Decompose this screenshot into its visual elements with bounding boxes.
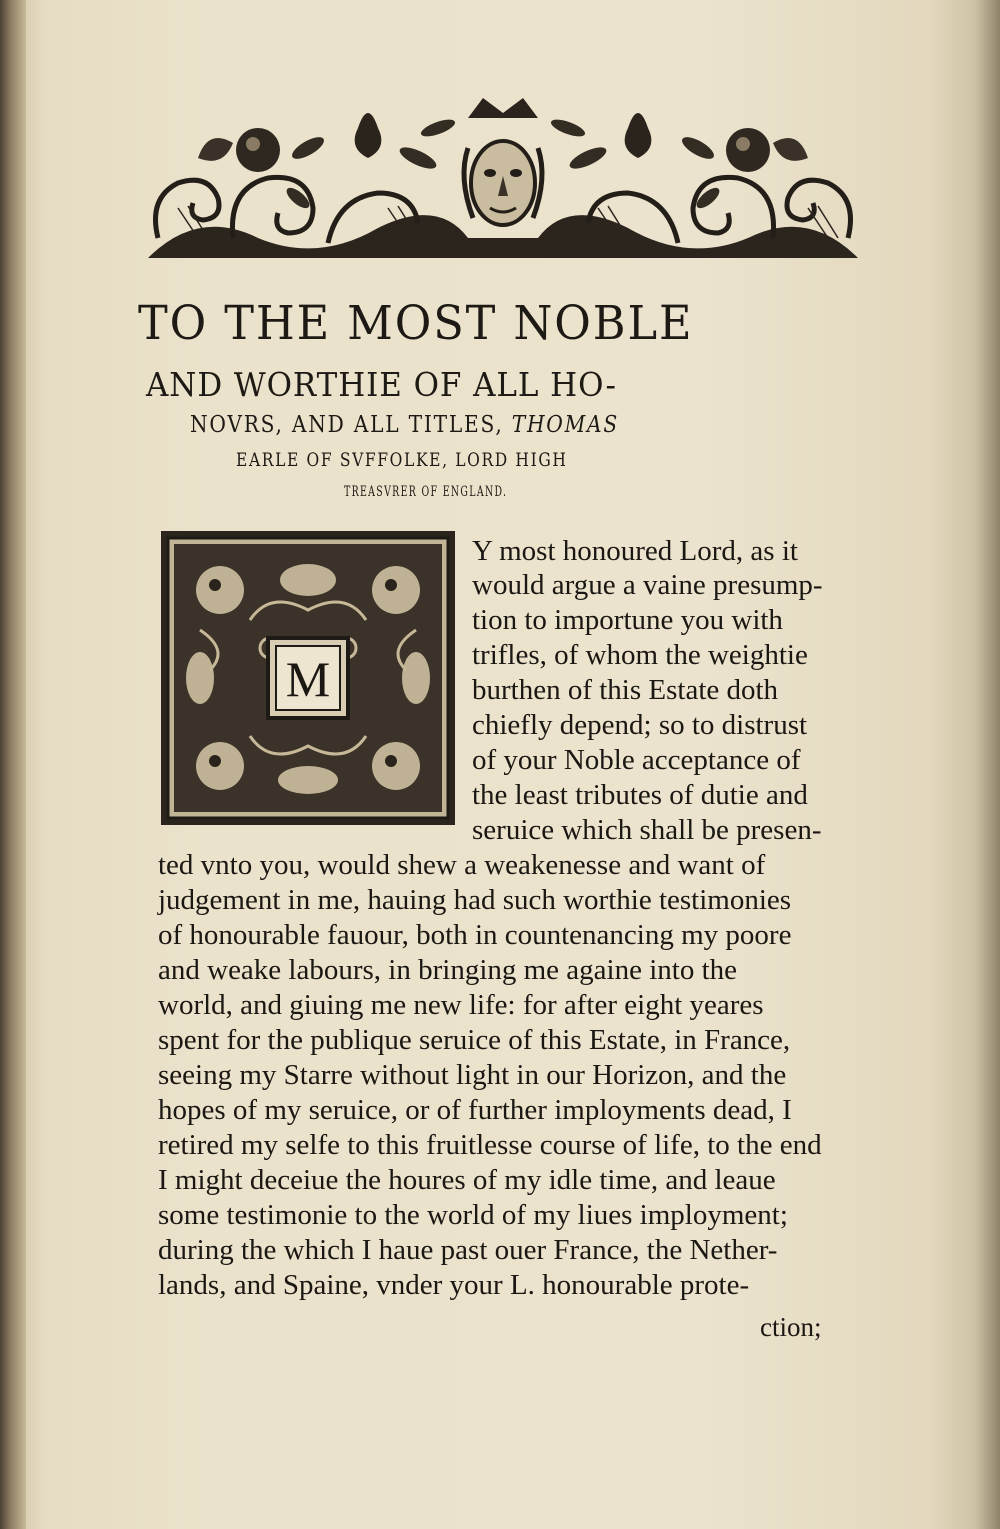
- body-line: trifles, of whom the weightie: [472, 639, 808, 671]
- body-line: world, and giuing me new life: for after eight yeares: [158, 989, 764, 1021]
- body-line: seruice which shall be presen-: [472, 814, 822, 846]
- body-line: I might deceiue the houres of my idle time, and leaue: [158, 1164, 776, 1196]
- body-line: and weake labours, in bringing me againe into the: [158, 954, 738, 986]
- body-line: the least tributes of dutie and: [472, 779, 808, 811]
- body-line: Y most honoured Lord, as it: [472, 535, 798, 567]
- body-line: seeing my Starre without light in our Horizon, and the: [158, 1059, 787, 1091]
- book-gutter: [0, 0, 26, 1529]
- body-line: during the which I haue past ouer France, the Nether-: [158, 1234, 778, 1266]
- woodcut-headpiece-ornament: [138, 88, 868, 268]
- body-line: ted vnto you, would shew a weakenesse and want of: [158, 849, 766, 881]
- body-line: of honourable fauour, both in countenancing my poore: [158, 919, 792, 951]
- body-line: retired my selfe to this fruitlesse course of life, to the end: [158, 1129, 822, 1161]
- body-line: judgement in me, hauing had such worthie testimonies: [158, 884, 792, 916]
- body-line: lands, and Spaine, vnder your L. honourable prote-: [158, 1269, 750, 1301]
- title-line-3-roman: NOVRS, AND ALL TITLES,: [190, 412, 504, 438]
- dedication-title-line-4: EARLE OF SVFFOLKE, LORD HIGH: [236, 449, 568, 471]
- body-line: tion to importune you with: [472, 604, 783, 636]
- body-line: hopes of my seruice, or of further imployments dead, I: [158, 1094, 792, 1126]
- initial-letter: M: [285, 651, 331, 707]
- dedication-title-line-5: TREASVRER OF ENGLAND.: [344, 484, 508, 500]
- dedication-title-line-1: TO THE MOST NOBLE: [138, 296, 694, 351]
- body-line: would argue a vaine presump-: [472, 569, 823, 601]
- body-line: some testimonie to the world of my liues imployment;: [158, 1199, 788, 1231]
- dedication-title-line-2: AND WORTHIE OF ALL HO-: [146, 365, 617, 404]
- catchword: ction;: [760, 1312, 822, 1342]
- body-line: burthen of this Estate doth: [472, 674, 779, 706]
- decorated-initial-block: [160, 530, 456, 826]
- dedication-title-line-3: [190, 412, 840, 438]
- body-line: spent for the publique seruice of this Estate, in France,: [158, 1024, 791, 1056]
- body-line: of your Noble acceptance of: [472, 744, 801, 776]
- body-line: chiefly depend; so to distrust: [472, 709, 808, 741]
- title-line-3-italic: THOMAS: [511, 412, 619, 438]
